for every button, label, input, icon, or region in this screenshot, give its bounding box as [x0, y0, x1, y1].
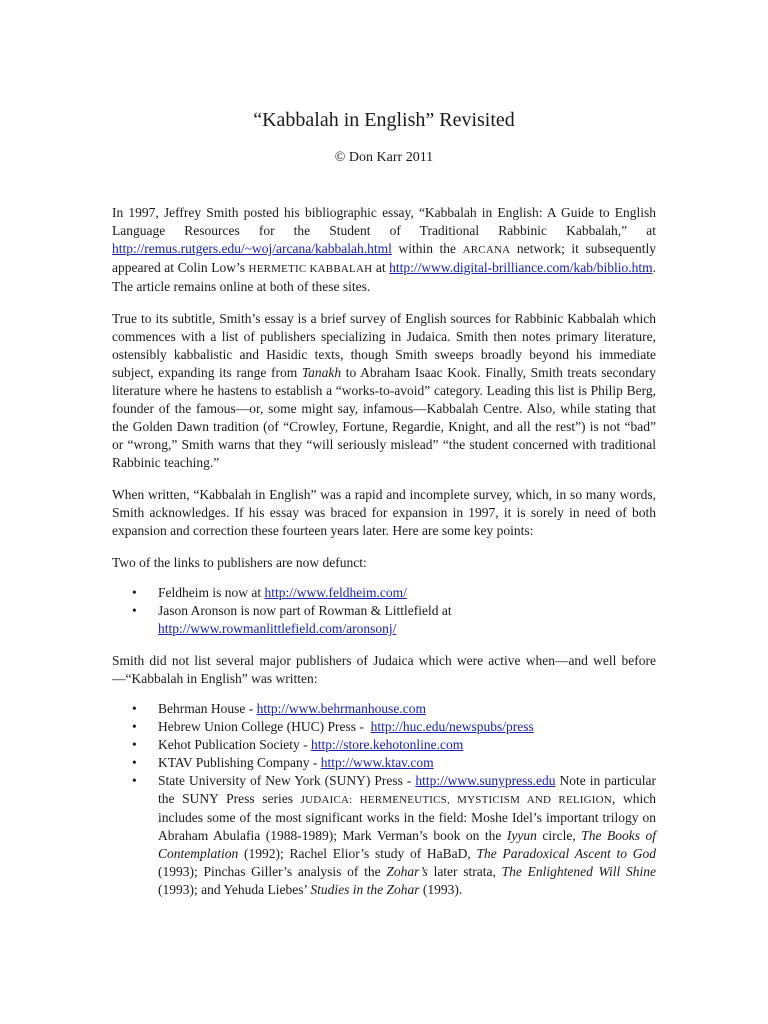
hermetic-kabbalah-smallcaps: HERMETIC KABBALAH [248, 263, 373, 275]
text-run: . The article remains online at both of these sites. [112, 260, 657, 294]
ktav-link[interactable]: http://www.ktav.com [320, 755, 434, 770]
zohar-italic: Zohar’s [386, 864, 428, 879]
book-title-italic: The Enlightened Will Shine [501, 864, 657, 879]
text-run: In 1997, Jeffrey Smith posted his bibliographic essay, “Kabbalah in English: A Guide to English Language Resources for the Student of Traditional Rabbinic Kabbalah,” at [112, 205, 656, 238]
book-title-italic: The Paradoxical Ascent to God [476, 846, 656, 861]
paragraph-intro [112, 204, 656, 296]
list-item [112, 584, 656, 602]
series-smallcaps: JUDAICA: HERMENEUTICS, MYSTICISM AND RELIGION [300, 794, 612, 806]
behrman-link[interactable]: http://www.behrmanhouse.com [256, 701, 426, 716]
paragraph-publishers: Smith did not list several major publishers of Judaica which were active when—and well before—“Kabbalah in English” was written: [112, 653, 656, 686]
text-run: (1992); Rachel Elior’s study of HaBaD, [238, 846, 477, 861]
text-run: State University of New York (SUNY) Press - [158, 773, 416, 788]
list-item [112, 772, 656, 899]
bullet: • [132, 755, 137, 770]
iyyun-italic: Iyyun [506, 828, 537, 843]
list-item-text: Feldheim is now at [158, 585, 265, 600]
text-run: Note in particular the SUNY Press series [158, 773, 656, 806]
list-item-text: Kehot Publication Society - [158, 737, 311, 752]
bullet: • [132, 737, 137, 752]
text-run: circle, [536, 828, 582, 843]
bullet: • [132, 773, 137, 788]
list-item [112, 602, 656, 638]
digital-brilliance-link[interactable]: http://www.digital-brilliance.com/kab/biblio.htm [389, 260, 653, 275]
arcana-smallcaps: ARCANA [462, 244, 511, 256]
text-run: to Abraham Isaac Kook. Finally, Smith treats secondary literature where he hastens to establish a “works-to-avoid” category. Leading this list is Philip Berg, founder of the famous—or, some might say, infamous—Kabbalah Centre. Also, while stating that the Golden Dawn tradition (of “Crowley, Fortune, Regardie, Knight, and all the rest”) is not “bad” or “wrong,” Smith warns that they “will seriously mislead” “the student concerned with traditional Rabbinic teaching.” [112, 365, 656, 470]
bullet: • [132, 603, 137, 618]
text-run: network; it subsequently appeared at Colin Low’s [112, 241, 656, 275]
list-item [112, 700, 656, 718]
list-item-text: Behrman House - [158, 701, 257, 716]
bullet: • [132, 585, 137, 600]
text-run: (1993); Pinchas Giller’s analysis of the [158, 864, 387, 879]
tanakh-italic: Tanakh [301, 365, 342, 380]
feldheim-link[interactable]: http://www.feldheim.com/ [264, 585, 407, 600]
list-item-text: KTAV Publishing Company - [158, 755, 321, 770]
paragraph-defunct: Two of the links to publishers are now defunct: [112, 555, 367, 570]
list-item-text: Hebrew Union College (HUC) Press - [158, 719, 371, 734]
list-item [112, 718, 656, 736]
defunct-list [112, 584, 656, 638]
text-run: (1993); and Yehuda Liebes’ [158, 882, 311, 897]
page-title: “Kabbalah in English” Revisited [253, 109, 515, 131]
text-run: , which includes some of the most significant works in the field: Moshe Idel’s important trilogy on Abraham Abulafia (1988-1989); Mark Verman’s book on the [158, 791, 656, 843]
suny-link[interactable]: http://www.sunypress.edu [415, 773, 556, 788]
list-item-text: Jason Aronson is now part of Rowman & Littlefield at [158, 603, 452, 618]
text-run: at [372, 260, 390, 275]
rowman-link[interactable]: http://www.rowmanlittlefield.com/aronsonj/ [158, 621, 397, 636]
list-item [112, 754, 656, 772]
book-title-italic: Studies in the Zohar [310, 882, 420, 897]
rutgers-link[interactable]: http://remus.rutgers.edu/~woj/arcana/kabbalah.html [112, 241, 392, 256]
bullet: • [132, 719, 137, 734]
paragraph-when-written: When written, “Kabbalah in English” was a rapid and incomplete survey, which, in so many words, Smith acknowledges. If his essay was braced for expansion in 1997, it is sorely in need of both expansion and correction these fourteen years later. Here are some key points: [112, 487, 656, 538]
text-run: (1993). [419, 882, 463, 897]
bullet: • [132, 701, 137, 716]
paragraph-subtitle [112, 310, 656, 472]
text-run: True to its subtitle, Smith’s essay is a brief survey of English sources for Rabbinic Kabbalah which commences with a list of publishers specializing in Judaica. Smith then notes primary literature, ostensibly kabbalistic and Hasidic texts, though Smith sweeps broadly beyond his immediate subject, expanding its range from [112, 311, 656, 380]
kehot-link[interactable]: http://store.kehotonline.com [310, 737, 464, 752]
book-title-italic: The Books of Contemplation [158, 828, 656, 861]
publishers-list [112, 700, 656, 899]
huc-link[interactable]: http://huc.edu/newspubs/press [370, 719, 534, 734]
text-run: within the [391, 241, 463, 256]
author-line: © Don Karr 2011 [334, 150, 434, 165]
text-run: later strata, [427, 864, 502, 879]
article-body [112, 204, 656, 913]
list-item [112, 736, 656, 754]
